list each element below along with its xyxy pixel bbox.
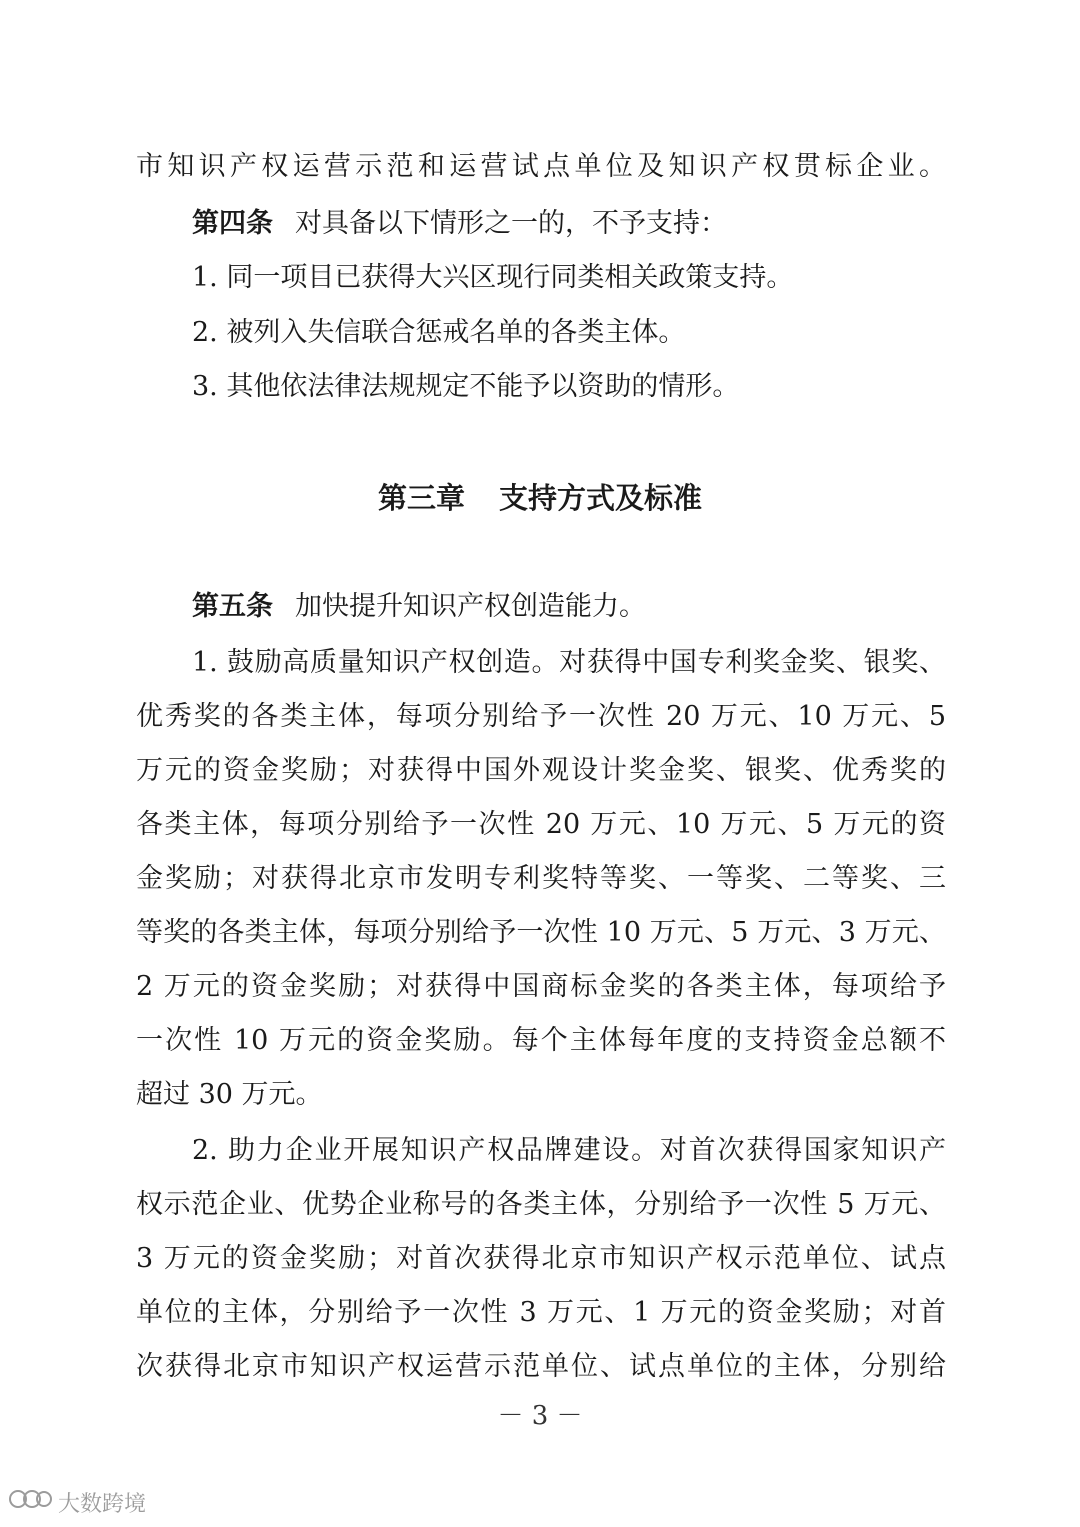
paragraph-1-line: 等奖的各类主体，每项分别给予一次性 10 万元、5 万元、3 万元、 bbox=[136, 917, 946, 948]
paragraph-2-line: 2. 助力企业开展知识产权品牌建设。对首次获得国家知识产 bbox=[192, 1135, 946, 1166]
article-5-heading bbox=[192, 587, 946, 627]
article-4-item-1: 1. 同一项目已获得大兴区现行同类相关政策支持。 bbox=[192, 262, 794, 293]
article-5-text: 加快提升知识产权创造能力。 bbox=[295, 591, 646, 622]
paragraph-2-line: 次获得北京市知识产权运营示范单位、试点单位的主体，分别给 bbox=[136, 1351, 946, 1382]
paragraph-1-line: 一次性 10 万元的资金奖励。每个主体每年度的支持资金总额不 bbox=[136, 1025, 946, 1056]
chapter-number: 第三章 bbox=[377, 481, 465, 515]
paragraph-1-line: 各类主体，每项分别给予一次性 20 万元、10 万元、5 万元的资 bbox=[136, 809, 946, 840]
text-line: 市知识产权运营示范和运营试点单位及知识产权贯标企业。 bbox=[136, 151, 946, 182]
watermark bbox=[8, 1484, 146, 1520]
article-4-text: 对具备以下情形之一的，不予支持： bbox=[295, 208, 727, 239]
article-5-label: 第五条 bbox=[192, 591, 273, 622]
paragraph-1-line: 优秀奖的各类主体，每项分别给予一次性 20 万元、10 万元、5 bbox=[136, 701, 946, 732]
paragraph-1-line: 金奖励；对获得北京市发明专利奖特等奖、一等奖、二等奖、三 bbox=[136, 863, 946, 894]
article-4-item-3: 3. 其他依法律法规规定不能予以资助的情形。 bbox=[192, 371, 740, 402]
article-4-label: 第四条 bbox=[192, 208, 273, 239]
paragraph-1-line: 超过 30 万元。 bbox=[136, 1079, 323, 1110]
chapter-3-heading bbox=[0, 478, 1080, 518]
article-4-heading bbox=[192, 204, 946, 244]
paragraph-2-line: 权示范企业、优势企业称号的各类主体，分别给予一次性 5 万元、 bbox=[136, 1189, 946, 1220]
watermark-logo-icon bbox=[8, 1486, 58, 1518]
page-number: － 3 － bbox=[497, 1401, 583, 1431]
article-4-item-2: 2. 被列入失信联合惩戒名单的各类主体。 bbox=[192, 317, 686, 348]
paragraph-1-line: 2 万元的资金奖励；对获得中国商标金奖的各类主体，每项给予 bbox=[136, 971, 946, 1002]
chapter-title: 支持方式及标准 bbox=[499, 481, 703, 515]
paragraph-1-line: 万元的资金奖励；对获得中国外观设计奖金奖、银奖、优秀奖的 bbox=[136, 755, 946, 786]
paragraph-1-line: 1. 鼓励高质量知识产权创造。对获得中国专利奖金奖、银奖、 bbox=[192, 647, 946, 678]
watermark-text: 大数跨境 bbox=[58, 1491, 147, 1517]
paragraph-2-line: 3 万元的资金奖励；对首次获得北京市知识产权示范单位、试点 bbox=[136, 1243, 946, 1274]
paragraph-2-line: 单位的主体，分别给予一次性 3 万元、1 万元的资金奖励；对首 bbox=[136, 1297, 946, 1328]
